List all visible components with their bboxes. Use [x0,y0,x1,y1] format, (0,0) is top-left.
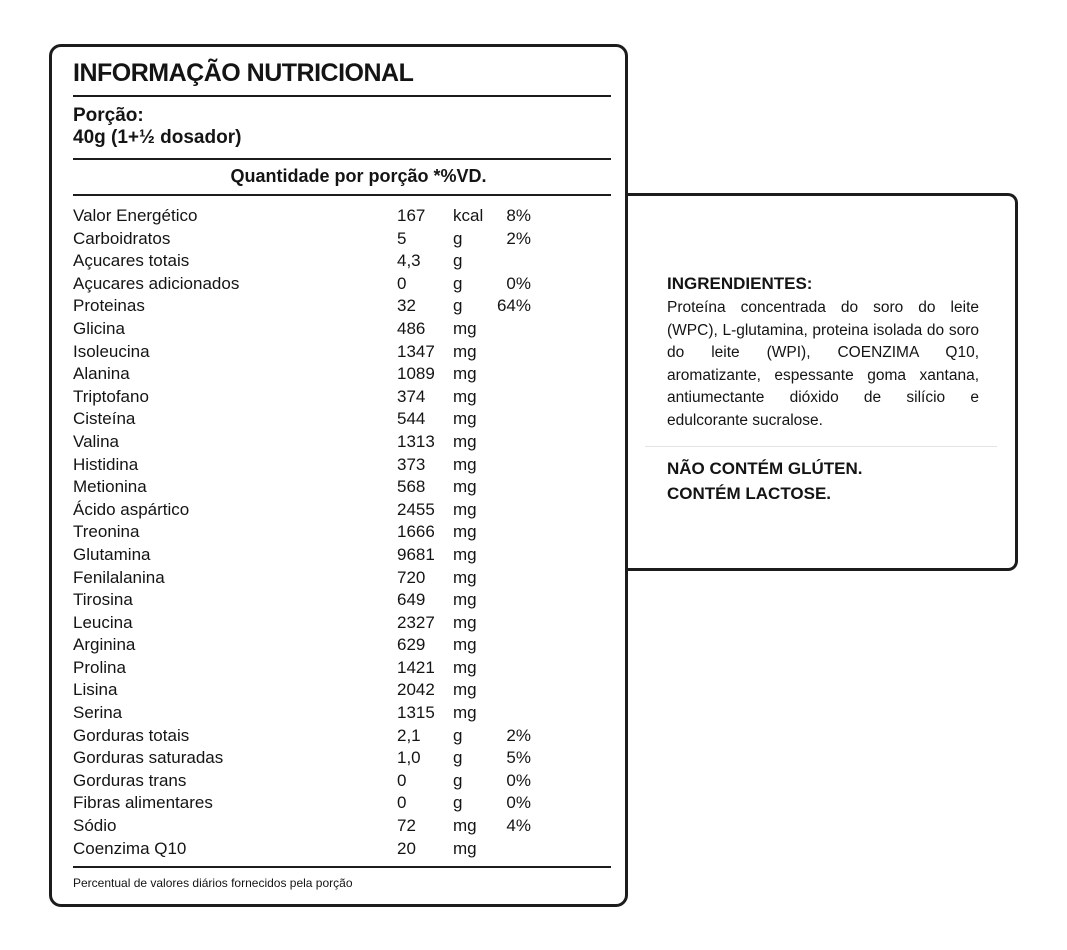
nutrient-name: Proteinas [73,296,145,316]
nutrient-name: Serina [73,703,123,723]
nutrient-row [73,318,593,341]
nutrient-unit: mg [453,612,477,632]
nutrient-name: Fenilalanina [73,567,165,587]
nutrient-value: 0 [397,770,407,790]
nutrient-row [73,228,593,251]
nutrient-name: Tirosina [73,590,133,610]
nutrient-name: Isoleucina [73,341,150,361]
nutrient-row [73,205,593,228]
ingredients-panel [627,193,1018,571]
nutrient-row [73,386,593,409]
nutrient-name: Lisina [73,680,118,700]
nutrient-row [73,499,593,522]
nutrient-unit: mg [453,477,477,497]
nutrient-name: Glicina [73,318,125,338]
nutrient-row [73,431,593,454]
nutrient-name: Gorduras saturadas [73,748,224,768]
nutrient-value: 568 [397,477,426,497]
nutrient-row [73,273,593,296]
nutrient-name: Alanina [73,364,130,384]
nutrient-unit: mg [453,544,477,564]
nutrient-table [73,205,593,860]
quantity-header: Quantidade por porção *%VD. [230,166,487,186]
nutrient-row [73,589,593,612]
nutrient-value: 1347 [397,341,435,361]
nutrient-value: 0 [397,273,407,293]
nutrient-value: 9681 [397,544,435,564]
nutrient-name: Histidina [73,454,139,474]
nutrient-row [73,725,593,748]
nutrient-unit: mg [453,816,477,836]
nutrition-title: INFORMAÇÃO NUTRICIONAL [73,59,414,87]
nutrient-unit: mg [453,341,477,361]
nutrient-name: Valor Energético [73,206,198,225]
nutrient-unit: mg [453,318,477,338]
nutrient-value: 1089 [397,364,435,384]
nutrient-row [73,702,593,725]
nutrient-name: Açucares totais [73,251,190,271]
nutrient-row [73,476,593,499]
nutrient-value: 1313 [397,431,435,451]
nutrient-unit: mg [453,657,477,677]
nutrient-row [73,567,593,590]
nutrient-value: 2455 [397,499,435,519]
nutrient-unit: mg [453,364,477,384]
nutrient-daily-value: 64% [496,296,531,316]
nutrient-value: 649 [397,590,426,610]
nutrient-unit: g [453,273,463,293]
nutrient-name: Ácido aspártico [73,499,190,519]
nutrient-value: 20 [397,838,416,858]
nutrient-unit: g [453,251,463,271]
nutrient-value: 544 [397,409,426,429]
nutrient-name: Fibras alimentares [73,793,213,813]
nutrient-value: 720 [397,567,426,587]
nutrient-unit: g [453,296,463,316]
nutrient-value: 374 [397,386,426,406]
nutrient-unit: g [453,228,463,248]
nutrient-value: 629 [397,635,426,655]
nutrient-name: Gorduras trans [73,770,187,790]
nutrient-value: 5 [397,228,407,248]
nutrient-unit: mg [453,499,477,519]
nutrient-row [73,612,593,635]
nutrient-name: Leucina [73,612,133,632]
nutrient-row [73,295,593,318]
nutrient-daily-value: 0% [506,273,531,293]
nutrient-unit: mg [453,386,477,406]
nutrient-name: Triptofano [73,386,149,406]
footnote: Percentual de valores diários fornecidos pela porção [73,876,353,890]
nutrient-row [73,521,593,544]
nutrient-daily-value: 5% [506,748,531,768]
nutrient-row [73,770,593,793]
nutrient-daily-value: 0% [506,793,531,813]
nutrient-unit: g [453,770,463,790]
nutrient-value: 2,1 [397,725,421,745]
nutrient-name: Gorduras totais [73,725,190,745]
nutrient-name: Treonina [73,522,140,542]
nutrient-unit: mg [453,454,477,474]
nutrient-name: Prolina [73,657,126,677]
portion-value: 40g (1+½ dosador) [73,127,242,148]
nutrient-unit: mg [453,522,477,542]
nutrient-value: 2327 [397,612,435,632]
nutrient-row [73,792,593,815]
nutrient-value: 0 [397,793,407,813]
nutrient-name: Valina [73,431,119,451]
divider [73,194,611,196]
nutrient-unit: mg [453,635,477,655]
nutrient-unit: mg [453,838,477,858]
divider [73,866,611,868]
nutrient-row [73,341,593,364]
nutrient-name: Açucares adicionados [73,273,240,293]
nutrient-row [73,747,593,770]
nutrient-value: 72 [397,816,416,836]
nutrient-value: 1666 [397,522,435,542]
nutrient-row [73,363,593,386]
nutrient-row [73,454,593,477]
nutrient-unit: mg [453,431,477,451]
nutrient-value: 32 [397,296,416,316]
lactose-notice: CONTÉM LACTOSE. [667,484,832,503]
nutrient-daily-value: 0% [506,770,531,790]
ingredients-text: Proteína concentrada do soro do leite (WPC), L-glutamina, proteina isolada do soro do leite (WPI), COENZIMA Q10, aromatizante, espessante goma xantana, antiumectante dióxido de silício e edulcorante sucralose. [667,299,979,429]
nutrient-name: Sódio [73,816,117,836]
nutrient-value: 1315 [397,703,435,723]
divider [73,95,611,97]
nutrient-row [73,250,593,273]
nutrient-value: 2042 [397,680,435,700]
nutrient-name: Arginina [73,635,136,655]
nutrient-unit: g [453,725,463,745]
nutrient-unit: g [453,793,463,813]
nutrient-unit: g [453,748,463,768]
nutrient-row [73,815,593,838]
nutrient-value: 4,3 [397,251,421,271]
nutrient-daily-value: 2% [506,725,531,745]
nutrient-row [73,679,593,702]
nutrient-name: Cisteína [73,409,136,429]
nutrient-unit: mg [453,680,477,700]
nutrient-row [73,634,593,657]
nutrient-value: 1,0 [397,748,421,768]
nutrient-daily-value: 4% [506,816,531,836]
gluten-notice: NÃO CONTÉM GLÚTEN. [667,459,863,478]
portion-label: Porção: [73,105,144,126]
ingredients-title: INGRENDIENTES: [667,274,813,293]
nutrient-unit: mg [453,590,477,610]
divider [645,446,997,447]
nutrient-unit: mg [453,409,477,429]
nutrient-unit: mg [453,703,477,723]
nutrient-row [73,544,593,567]
nutrient-name: Metionina [73,477,147,497]
nutrient-name: Coenzima Q10 [73,838,187,858]
divider [73,158,611,160]
nutrient-unit: kcal [453,206,484,225]
nutrient-value: 167 [397,206,426,225]
nutrition-facts-panel [49,44,628,907]
nutrient-name: Carboidratos [73,228,171,248]
nutrient-daily-value: 8% [506,206,531,225]
nutrient-name: Glutamina [73,544,151,564]
nutrient-row [73,408,593,431]
nutrient-daily-value: 2% [506,228,531,248]
nutrient-unit: mg [453,567,477,587]
nutrient-value: 1421 [397,657,435,677]
nutrient-value: 486 [397,318,426,338]
nutrient-row [73,838,593,861]
nutrient-row [73,657,593,680]
nutrient-value: 373 [397,454,426,474]
